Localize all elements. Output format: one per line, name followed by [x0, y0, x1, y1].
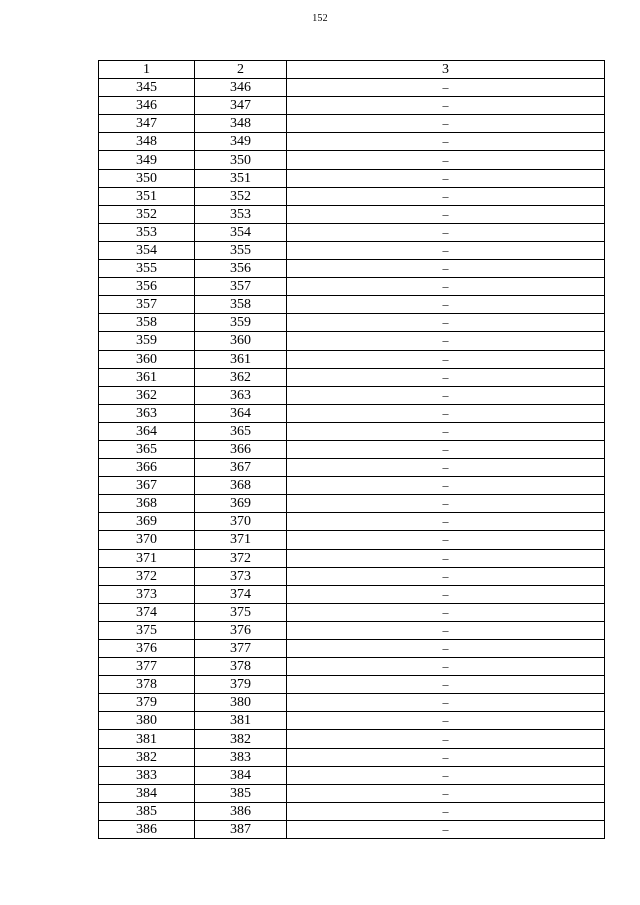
table-cell-col-3: – — [287, 658, 605, 676]
table-cell-col-1: 369 — [99, 513, 195, 531]
table-cell-col-2: 366 — [195, 440, 287, 458]
table-cell-col-3: – — [287, 241, 605, 259]
table-cell-col-1: 363 — [99, 404, 195, 422]
table-cell-col-2: 359 — [195, 314, 287, 332]
table-row — [99, 730, 605, 748]
table-cell-col-1: 371 — [99, 549, 195, 567]
table-cell-col-3: – — [287, 748, 605, 766]
table-cell-col-2: 371 — [195, 531, 287, 549]
table-row — [99, 531, 605, 549]
table-cell-col-3: – — [287, 640, 605, 658]
table-cell-col-3: – — [287, 296, 605, 314]
table-cell-col-2: 355 — [195, 241, 287, 259]
table-cell-col-1: 375 — [99, 621, 195, 639]
table-row — [99, 241, 605, 259]
header-row — [99, 61, 605, 79]
table-cell-col-1: 384 — [99, 784, 195, 802]
table-cell-col-2: 375 — [195, 603, 287, 621]
table-row — [99, 802, 605, 820]
table-cell-col-2: 374 — [195, 585, 287, 603]
table-cell-col-3: – — [287, 260, 605, 278]
table-cell-col-3: – — [287, 820, 605, 838]
table-row — [99, 296, 605, 314]
table-row — [99, 621, 605, 639]
table-row — [99, 567, 605, 585]
table-cell-col-3: – — [287, 621, 605, 639]
table-cell-col-2: 387 — [195, 820, 287, 838]
column-header-3: 3 — [287, 61, 605, 79]
table-cell-col-1: 347 — [99, 115, 195, 133]
table-cell-col-2: 383 — [195, 748, 287, 766]
table-cell-col-1: 374 — [99, 603, 195, 621]
table-cell-col-2: 351 — [195, 169, 287, 187]
table-cell-col-1: 354 — [99, 241, 195, 259]
table-cell-col-3: – — [287, 440, 605, 458]
table-cell-col-3: – — [287, 802, 605, 820]
table-cell-col-1: 349 — [99, 151, 195, 169]
table-cell-col-1: 352 — [99, 205, 195, 223]
table-row — [99, 820, 605, 838]
table-cell-col-3: – — [287, 585, 605, 603]
table-cell-col-2: 384 — [195, 766, 287, 784]
table-body — [99, 79, 605, 839]
table-cell-col-3: – — [287, 133, 605, 151]
table-cell-col-1: 362 — [99, 386, 195, 404]
table-row — [99, 314, 605, 332]
table-cell-col-3: – — [287, 766, 605, 784]
table-cell-col-1: 381 — [99, 730, 195, 748]
table-cell-col-2: 368 — [195, 477, 287, 495]
table-row — [99, 368, 605, 386]
table-cell-col-2: 350 — [195, 151, 287, 169]
table-cell-col-1: 368 — [99, 495, 195, 513]
table-row — [99, 549, 605, 567]
table-row — [99, 115, 605, 133]
table-cell-col-1: 350 — [99, 169, 195, 187]
table-cell-col-2: 373 — [195, 567, 287, 585]
table-cell-col-1: 377 — [99, 658, 195, 676]
table-cell-col-1: 378 — [99, 676, 195, 694]
table-cell-col-2: 385 — [195, 784, 287, 802]
table-cell-col-3: – — [287, 314, 605, 332]
table-cell-col-2: 346 — [195, 79, 287, 97]
table-cell-col-2: 358 — [195, 296, 287, 314]
table-row — [99, 97, 605, 115]
table-row — [99, 386, 605, 404]
table-cell-col-1: 367 — [99, 477, 195, 495]
table-cell-col-2: 352 — [195, 187, 287, 205]
table-row — [99, 585, 605, 603]
table-cell-col-3: – — [287, 97, 605, 115]
table-row — [99, 676, 605, 694]
table-cell-col-1: 366 — [99, 459, 195, 477]
page-number: 152 — [312, 13, 328, 24]
table-row — [99, 332, 605, 350]
table-cell-col-1: 351 — [99, 187, 195, 205]
table-row — [99, 694, 605, 712]
table-cell-col-3: – — [287, 694, 605, 712]
table-cell-col-2: 349 — [195, 133, 287, 151]
table-row — [99, 205, 605, 223]
table-cell-col-2: 362 — [195, 368, 287, 386]
table-row — [99, 640, 605, 658]
table-row — [99, 404, 605, 422]
table-cell-col-2: 386 — [195, 802, 287, 820]
table-cell-col-2: 354 — [195, 223, 287, 241]
table-cell-col-3: – — [287, 223, 605, 241]
table-cell-col-1: 353 — [99, 223, 195, 241]
table-cell-col-3: – — [287, 187, 605, 205]
table-row — [99, 260, 605, 278]
table-cell-col-3: – — [287, 513, 605, 531]
table-cell-col-3: – — [287, 332, 605, 350]
table-cell-col-3: – — [287, 368, 605, 386]
table-cell-col-3: – — [287, 730, 605, 748]
table-row — [99, 748, 605, 766]
table-cell-col-1: 376 — [99, 640, 195, 658]
table-cell-col-2: 361 — [195, 350, 287, 368]
table-row — [99, 784, 605, 802]
table-cell-col-1: 382 — [99, 748, 195, 766]
table-row — [99, 459, 605, 477]
table-cell-col-3: – — [287, 115, 605, 133]
table-row — [99, 477, 605, 495]
table-cell-col-1: 359 — [99, 332, 195, 350]
table-cell-col-2: 377 — [195, 640, 287, 658]
table-row — [99, 513, 605, 531]
table-cell-col-1: 373 — [99, 585, 195, 603]
table-cell-col-1: 383 — [99, 766, 195, 784]
table-cell-col-3: – — [287, 404, 605, 422]
table-cell-col-2: 382 — [195, 730, 287, 748]
table-row — [99, 278, 605, 296]
table-row — [99, 223, 605, 241]
table-row — [99, 495, 605, 513]
table-row — [99, 712, 605, 730]
table-cell-col-1: 360 — [99, 350, 195, 368]
table-cell-col-2: 364 — [195, 404, 287, 422]
table-cell-col-2: 380 — [195, 694, 287, 712]
table-row — [99, 440, 605, 458]
table-cell-col-3: – — [287, 422, 605, 440]
table-cell-col-1: 364 — [99, 422, 195, 440]
table-cell-col-1: 372 — [99, 567, 195, 585]
table-cell-col-2: 381 — [195, 712, 287, 730]
column-header-1: 1 — [99, 61, 195, 79]
table-cell-col-1: 356 — [99, 278, 195, 296]
table-cell-col-2: 357 — [195, 278, 287, 296]
table-row — [99, 133, 605, 151]
table-cell-col-3: – — [287, 495, 605, 513]
table-row — [99, 422, 605, 440]
table-row — [99, 603, 605, 621]
table-cell-col-1: 348 — [99, 133, 195, 151]
table-cell-col-3: – — [287, 784, 605, 802]
table-row — [99, 79, 605, 97]
table-cell-col-2: 360 — [195, 332, 287, 350]
table-cell-col-1: 346 — [99, 97, 195, 115]
table-cell-col-2: 347 — [195, 97, 287, 115]
table-cell-col-3: – — [287, 386, 605, 404]
table-cell-col-3: – — [287, 676, 605, 694]
table-cell-col-3: – — [287, 603, 605, 621]
table-cell-col-1: 379 — [99, 694, 195, 712]
table-cell-col-1: 365 — [99, 440, 195, 458]
table-row — [99, 658, 605, 676]
table-cell-col-1: 358 — [99, 314, 195, 332]
table-cell-col-1: 355 — [99, 260, 195, 278]
data-table — [98, 60, 605, 839]
table-cell-col-3: – — [287, 567, 605, 585]
table-cell-col-1: 345 — [99, 79, 195, 97]
table-cell-col-3: – — [287, 278, 605, 296]
table-cell-col-2: 378 — [195, 658, 287, 676]
table-cell-col-1: 361 — [99, 368, 195, 386]
table-row — [99, 766, 605, 784]
table-cell-col-2: 365 — [195, 422, 287, 440]
table-cell-col-1: 380 — [99, 712, 195, 730]
table-cell-col-3: – — [287, 549, 605, 567]
table-cell-col-2: 370 — [195, 513, 287, 531]
table-cell-col-2: 356 — [195, 260, 287, 278]
table-cell-col-3: – — [287, 712, 605, 730]
table-cell-col-1: 357 — [99, 296, 195, 314]
table-cell-col-2: 348 — [195, 115, 287, 133]
table-cell-col-2: 379 — [195, 676, 287, 694]
table-cell-col-2: 376 — [195, 621, 287, 639]
table-header — [99, 61, 605, 79]
table-row — [99, 169, 605, 187]
table-cell-col-2: 363 — [195, 386, 287, 404]
table-cell-col-2: 369 — [195, 495, 287, 513]
table-row — [99, 187, 605, 205]
table-cell-col-3: – — [287, 531, 605, 549]
table-cell-col-1: 385 — [99, 802, 195, 820]
table-cell-col-2: 367 — [195, 459, 287, 477]
table-cell-col-3: – — [287, 151, 605, 169]
column-header-2: 2 — [195, 61, 287, 79]
table-row — [99, 350, 605, 368]
table-cell-col-3: – — [287, 79, 605, 97]
table-cell-col-3: – — [287, 459, 605, 477]
table-cell-col-3: – — [287, 205, 605, 223]
table-cell-col-3: – — [287, 350, 605, 368]
table-cell-col-1: 370 — [99, 531, 195, 549]
table-cell-col-3: – — [287, 169, 605, 187]
table-cell-col-3: – — [287, 477, 605, 495]
table-cell-col-2: 353 — [195, 205, 287, 223]
table-row — [99, 151, 605, 169]
table-cell-col-2: 372 — [195, 549, 287, 567]
table-cell-col-1: 386 — [99, 820, 195, 838]
